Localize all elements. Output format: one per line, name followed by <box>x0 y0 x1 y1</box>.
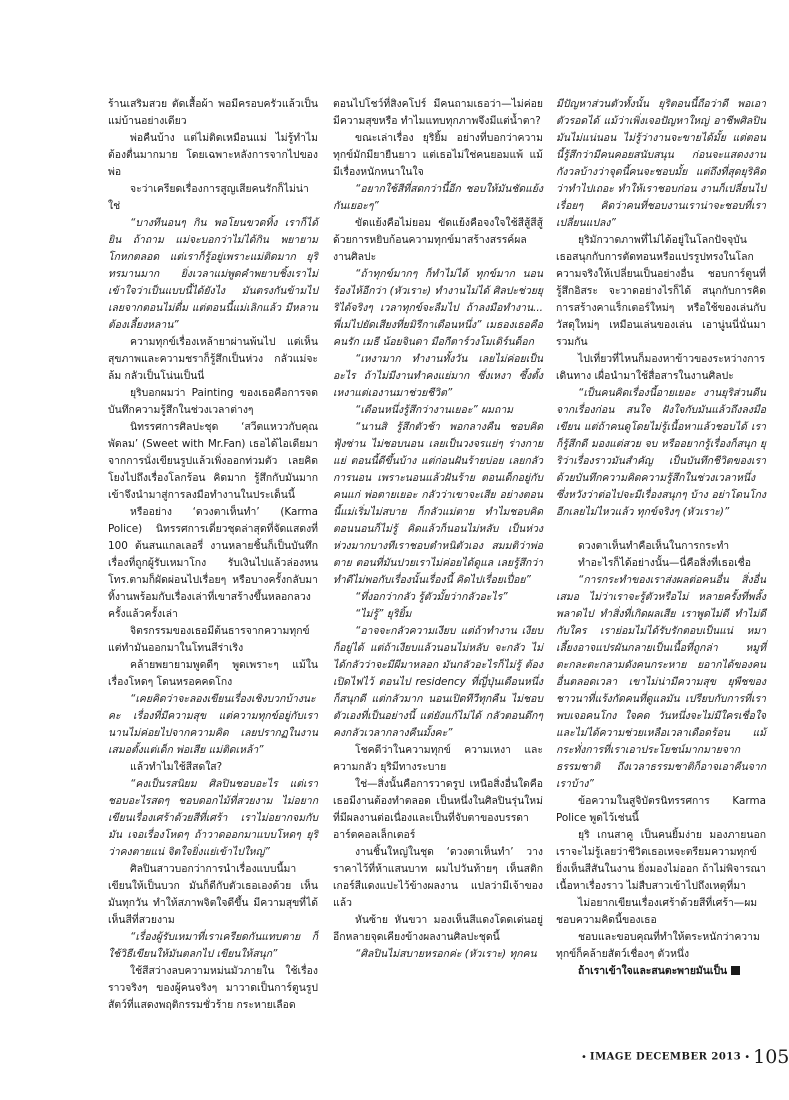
footer-separator: • <box>744 1051 751 1063</box>
paragraph: ยุริมักวาดภาพที่ไม่ได้อยู่ในโลกปัจจุบัน เธอสนุกกับการตัดทอนหรือแปรรูปทรงในโลกความจริงให้เปลี่ยนเป็นอย่างอื่น ชอบการ์ตูนที่รู้สึกอิสระ จะวาดอย่างไรก็ได้ สนุกกับการคิด การสร้างคาแร็กเตอร์ใหม่ๆ หรือใช้ของเล่นกับวัสดุใหม่ๆ เหมือนเล่นของเล่น เอานู่นนี่นั่นมารวมกัน <box>556 234 766 348</box>
paragraph: ขณะเล่าเรื่อง ยุริยิ้ม อย่างที่บอกว่าความทุกข์มักมียายืนยาว แต่เธอไม่ใช่คนยอมแพ้ แม้มีเรื่องหนักหนาในใจ <box>333 132 543 178</box>
quote-paragraph: “อาจจะกลัวความเงียบ แต่ถ้าทำงาน เงียบก็อยู่ได้ แต่ถ้าเงียบแล้วนอนไม่หลับ จะกลัว ไม่ได้กลัวว่าจะมีผีมาหลอก มันกลัวอะไรก็ไม่รู้ ต้องเปิดไฟไว้ ตอนไป residency ที่ญี่ปุ่นเดือนหนึ่งก็สนุกดี แต่กลัวมาก นอนเปิดทีวีทุกคืน ไม่ชอบตัวเองที่เป็นอย่างนี้ แต่ยังแก้ไม่ได้ กลัวตอนดึกๆ คงกลัวเวลากลางคืนมั้งคะ” <box>333 625 543 739</box>
quote-paragraph: “เหงามาก ทำงานทั้งวัน เลยไม่ค่อยเป็นอะไร ถ้าไม่มีงานทำคงแย่มาก ซึ่งเหงา ซึ้งตั้ง เหงาแต่เองานมาช่วยชีวิต” <box>333 353 543 399</box>
article-column-1 <box>108 96 318 1014</box>
paragraph: ความทุกข์เรื่องเหล้ายาผ่านพ้นไป แต่เห็นสุขภาพและความชราก็รู้สึกเป็นห่วง กลัวแม่จะล้ม กลัวเป็นโน่นเป็นนี่ <box>108 336 318 382</box>
end-of-article-mark <box>731 966 740 975</box>
paragraph: ทำอะไรก็ได้อย่างนั้น—นี่คือสิ่งที่เธอเชื่อ <box>578 557 751 569</box>
paragraph: ใช้สีสว่างลบความหม่นมัวภายใน ใช้เรื่องราวจริงๆ ของผู้คนจริงๆ มาวาดเป็นการ์ตูนรูปสัตว์ที่แสดงพฤติกรรมชั่วร้าย กระหายเลือด <box>108 965 318 1011</box>
page-number: 105 <box>753 1046 789 1068</box>
paragraph: แล้วทำไมใช้สีสดใส? <box>130 761 223 773</box>
paragraph: คล้ายพยายามพูดดีๆ พูดเพราะๆ แม้ในเรื่องโหดๆ โดนหรอคคดโกง <box>108 659 318 688</box>
page-footer <box>578 1046 789 1070</box>
quote-paragraph: มีปัญหาส่วนตัวทั้งนั้น ยุริตอนนี้ถือว่าดี พอเอาตัวรอดได้ แม้ว่าเพิ่งเจอปัญหาใหญ่ อาชีพศิลปินมันไม่แน่นอน ไม่รู้ว่างานจะขายได้มั้ย แต่ตอนนี้รู้สึกว่ามีคนคอยสนับสนุน ก่อนจะแสดงงานกังวลบ้างว่าจุดนี้คนจะชอบมั้ย แต่ถึงที่สุดยุริคิดว่าทำไปเถอะ ทำให้เราชอบก่อน งานก็เปลี่ยนไปเรื่อยๆ คิดว่าคนที่ชอบงานเราน่าจะชอบที่เราเปลี่ยนแปลง” <box>556 98 766 229</box>
quote-paragraph: “ถ้าทุกข์มากๆ ก็ทำไม่ได้ ทุกข์มาก นอนร้องไห้อีกว่า (หัวเราะ) ทำงานไม่ได้ ศิลปะช่วยยุริได้จริงๆ เวลาทุกข์จะลืมไป ถ้าลงมือทำงาน... พี่เม่ไปยัดเสียงที่ยมิรีกาเดือนหนึ่ง” เมธองเธอคือคนรัก เมธี น้อยจินดา มือกีตาร์วงโมเดิร์นด็อก <box>333 268 543 348</box>
quote-paragraph: “ศิลปินไม่สบายหรอกค่ะ (หัวเราะ) ทุกคน <box>355 948 537 960</box>
closing-line <box>556 963 766 980</box>
footer-bullet: • <box>581 1051 587 1063</box>
paragraph: จะว่าเครียดเรื่องการสูญเสียคนรักก็ไม่น่าใช่ <box>108 183 309 212</box>
paragraph: ชอบและขอบคุณที่ทำให้ตระหนักว่าความทุกข์ก็คล้ายสัตว์เชื่องๆ ตัวหนึ่ง <box>556 931 760 960</box>
paragraph: ตอนไปโชว์ที่สิงคโปร์ มีคนถามเธอว่า—ไม่ค่อยมีความสุขหรือ ทำไมแทบทุกภาพจึงมีแต่น้ำตา? <box>333 98 543 127</box>
paragraph: ดวงตาเห็นทำคือเห็นในการกระทำ <box>578 540 730 552</box>
paragraph: หันซ้าย หันขวา มองเห็นสีแดงโดดเด่นอยู่อีกหลายจุดเคียงข้างผลงานศิลปะชุดนี้ <box>333 914 543 943</box>
quote-paragraph: “ทึ่งอกว่ากลัว รู้ตัวมั้ยว่ากลัวอะไร” <box>355 591 508 603</box>
quote-paragraph: “เป็นคนคิดเรื่องนี้อายเยอะ งานยุริส่วนดีนจากเรื่องก่อน สนใจ ฝังใจกับมันแล้วถึงลงมือเขียน แต่ถ้าคนดูโดยไม่รู้เนื้อหาแล้วชอบได้ เราก็รู้สึกดี มองแต่สวย จบ หรืออยากรู้เรื่องก็สนุก ยุริว่าเรื่องราวมันสำคัญ เป็นบันทึกชีวิตของเราด้วยบันทึกความคิดความรู้สึกในช่วงเวลาหนึ่งซึ่งหวังว่าต่อไปจะมีเรื่องสนุกๆ บ้าง อย่าโดนโกงอีกเลยไม่ไหวแล้ว ทุกข์จริงๆ (หัวเราะ)” <box>556 387 766 518</box>
paragraph: ใช่—สิ่งนั้นคือการวาดรูป เหนือสิ่งอื่นใดคือเธอมีงานต้องทำตลอด เป็นหนึ่งในศิลปินรุ่นใหม่ที่มีผลงานต่อเนื่องและเป็นที่จับตาของบรรดาอาร์ตคอลเล็กเตอร์ <box>333 778 543 841</box>
paragraph: ยุริ เกนสาคู เป็นคนยิ้มง่าย มองภายนอกเราจะไม่รู้เลยว่าชีวิตเธอเหจะตรียมความทุกข์ยิ่งเห็นสีสันในงาน ยิ่งมองไม่ออก ถ้าไม่พิจารณาเนื้อหาเรื่องราว ไม่สืบสาวเข้าไปถึงเหตุที่มา <box>556 829 766 892</box>
paragraph: นิทรรศการศิลปะชุด ‘สวีตแหววกับคุณพัดลม’ (Sweet with Mr.Fan) เธอได้ไอเดียมาจากการนั่งเขียนรูปแล้วเพิ่งออกท่วมตัว เลยคิดโยงไปถึงเรื่องโลกร้อน คิดมาก รู้สึกกับมันมากเข้าจึงนำมาสู่การลงมือทำงานในประเด็นนี้ <box>108 421 318 501</box>
quote-paragraph: “เคยคิดว่าจะลองเขียนเรื่องเชิงบวกบ้างนะคะ เรื่องที่มีความสุข แต่ความทุกข์อยู่กับเรานานไม่ค่อยไปจากความคิด เลยปรากฏในงานเสมอตั้งแต่เด็ก พ่อเสีย แม่ติดเหล้า” <box>108 693 318 756</box>
quote-paragraph: “เดือนหนึ่งรู้สึกว่างานเยอะ” ผมถาม <box>355 404 514 416</box>
paragraph: โชคดีว่าในความทุกข์ ความเหงา และความกลัว ยุริมีทางระบาย <box>333 744 543 773</box>
magazine-issue: IMAGE DECEMBER 2013 <box>589 1051 742 1063</box>
paragraph: ยุริบอกผมว่า Painting ของเธอคือการจดบันทึกความรู้สึกในช่วงเวลาต่างๆ <box>108 387 318 416</box>
paragraph: หรืออย่าง ‘ดวงตาเห็นทำ’ (Karma Police) นิทรรศการเดี่ยวชุดล่าสุดที่จัดแสดงที่ 100 ต้นสนแกลเลอรี่ งานหลายชิ้นก็เป็นบันทึกเรื่องที่ถูกผู้รับเหมาโกง รับเงินไปแล้วล่องหน โทร.ตามก็ผัดผ่อนไปเรื่อยๆ หรือบางครั้งกลับมาทิ้งานพร้อมกับเรื่องเล่าที่เขาสร้างขึ้นหลอกลวงครั้งแล้วครั้งเล่า <box>108 506 318 620</box>
paragraph: ข้อความในสูจิบัตรนิทรรศการ Karma Police พูดไว้เช่นนี้ <box>556 795 766 824</box>
paragraph: ขัดแย้งคือไม่ยอม ขัดแย้งคือจงใจใช้สีสู้สีสู้ด้วยการหยิบก้อนความทุกข์มาสร้างสรรค์ผลงานศิลปะ <box>333 217 543 263</box>
paragraph: ไม่อยากเขียนเรื่องเศร้าด้วยสีที่เศร้า—ผมชอบความคิดนี้ของเธอ <box>556 897 758 926</box>
quote-paragraph: “นานสิ รู้สึกตัวช้า พอกลางคืน ชอบคิดฟุ้งซ่าน ไม่ชอบนอน เลยเป็นวงจรแย่ๆ ร่างกายแย่ ตอนนี้ดีขึ้นบ้าง แต่ก่อนฝันร้ายบ่อย เลยกลัวการนอน เพราะนอนแล้วฝันร้าย ตอนเด็กอยู่กับคนแก่ พ่อตายเยอะ กลัวว่าเขาจะเสีย อย่างตอนนี้แม่เริ่มไม่สบาย ก็กลัวแม่ตาย ทำไมชอบคิดตอนนอนก็ไม่รู้ คิดแล้วก็นอนไม่หลับ เป็นห่วง ห่วงมากบางทีเราชอบตำหนิตัวเอง สมมติว่าพ่อตาย ตอนที่มันปวยเราไม่ค่อยได้ดูแล เลยรู้สึกว่าทำดีไม่พอกับเรื่องนั้นเรื่องนี้ คิดไปเรื่อยเปื่อย” <box>333 421 543 586</box>
quote-paragraph: “เรื่องผู้รับเหมาที่เราเครียดกันแทบตาย ก็ใช้วิธีเขียนให้มันตลกไป เขียนให้สนุก” <box>108 931 318 960</box>
paragraph: จิตรกรรมของเธอมีต้นธารจากความทุกข์ แต่ทำมันออกมาในโทนสีร่าเริง <box>108 625 310 654</box>
quote-paragraph: “อยากใช้สีที่สดกว่านี้อีก ชอบให้มันชัดแย้งกันเยอะๆ” <box>333 183 543 212</box>
quote-paragraph: “การกระทำของเราส่งผลต่อคนอื่น สิ่งอื่นเสมอ ไม่ว่าเราจะรู้ตัวหรือไม่ หลายครั้งที่พลั้งพลาดไป ทำสิ่งที่เกิดผลเสีย เราพูดไม่ดี ทำไม่ดีกับใคร เราย่อมไม่ได้รับรักตอบเป็นแน่ หมาเลี้ยงอาจแปรผันกลายเป็นเนื้อที่ถูกล่า หมูที่ตะกละตะกลามดังคนกระหาย ยอากได้ของคนอื่นตลอดเวลา เขาไม่น่ามีความสุข ยุพืชของชาวนาที่แร้งกัดคนที่ดูแลมัน เปรียบกับการที่เราพบเจอคนโกง ใจคด วันหนึ่งจะไม่มีใครเชื่อใจ และไม่ได้ความช่วยเหลือเวลาเดือดร้อน แม้กระทั่งการที่เราเอาประโยชน์มากมายจากธรรมชาติ ถึงเวลาธรรมชาติก็อาจเอาคืนจากเราบ้าง” <box>556 574 766 790</box>
article-column-2 <box>333 96 543 963</box>
quote-paragraph: “คงเป็นรสนิยม ศิลปินชอบอะไร แต่เราชอบอะไรสดๆ ชอบดอกไม้ที่สวยงาม ไม่อยากเขียนเรื่องเศร้าด้วยสีที่เศร้า เราไม่อยากจมกับมัน เจอเรื่องโหดๆ ถ้าวาดออกมาแบบโหดๆ ยุริว่าคงตายแน่ จิตใจยิ่งแย่เข้าไปใหญ่” <box>108 778 318 858</box>
quote-paragraph: “บางทีนอนๆ กิน พอโยนขวดทิ้ง เราก็ได้ยิน ถ้าถาม แม่จะบอกว่าไม่ได้กิน พยายามโกหกตลอด แต่เราก็รู้อยู่เพราะแม่ติดมาก ยุริทรมานมาก ยิ่งเวลาแม่พูดคำพยาบชิ้งเราไม่เข้าใจว่าเป็นแบบนี้ได้ยังไง มันตรงกันข้ามไปเลยจากตอนไม่ดื่ม แต่ตอนนี้แม่เลิกแล้ว มีหลาน ต้องเลี้ยงหลาน” <box>108 217 318 331</box>
paragraph: ร้านเสริมสวย ตัดเสื้อผ้า พอมีครอบครัวแล้วเป็นแม่บ้านอย่างเดียว <box>108 98 318 127</box>
closing-line-text: ถ้าเราเข้าใจและสนตะพายมันเป็น <box>578 965 728 977</box>
paragraph: ศิลปินสาวบอกว่าการนำเรื่องแบบนี้มาเขียนให้เป็นบวก มันก็ดีกับตัวเธอเองด้วย เห็นมันทุกวัน ทำให้สภาพจิตใจดีขึ้น มีความสุขที่ได้เห็นสีที่สวยงาม <box>108 863 318 926</box>
paragraph: ไปเที่ยวที่ไหนก็มองหาข้าวของระหว่างการเดินทาง เผื่อนำมาใช้สื่อสารในงานศิลปะ <box>556 353 765 382</box>
quote-paragraph: “ไม่รู้” ยุริยิ้ม <box>355 608 412 620</box>
paragraph: งานชิ้นใหญ่ในชุด ‘ดวงตาเห็นทำ’ วางราคาไว้ที่ห้าแสนบาท ผมไปวันท้ายๆ เห็นสติกเกอร์สีแดงแปะไว้ข้างผลงาน แปลว่ามีเจ้าของแล้ว <box>333 846 543 909</box>
article-column-3 <box>556 96 766 980</box>
paragraph: พ่อคืนบ้าง แต่ไม่ติดเหมือนแม่ ไม่รู้ทำไมต้องตื่นมากมาย โดยเฉพาะหลังการจากไปของพ่อ <box>108 132 318 178</box>
